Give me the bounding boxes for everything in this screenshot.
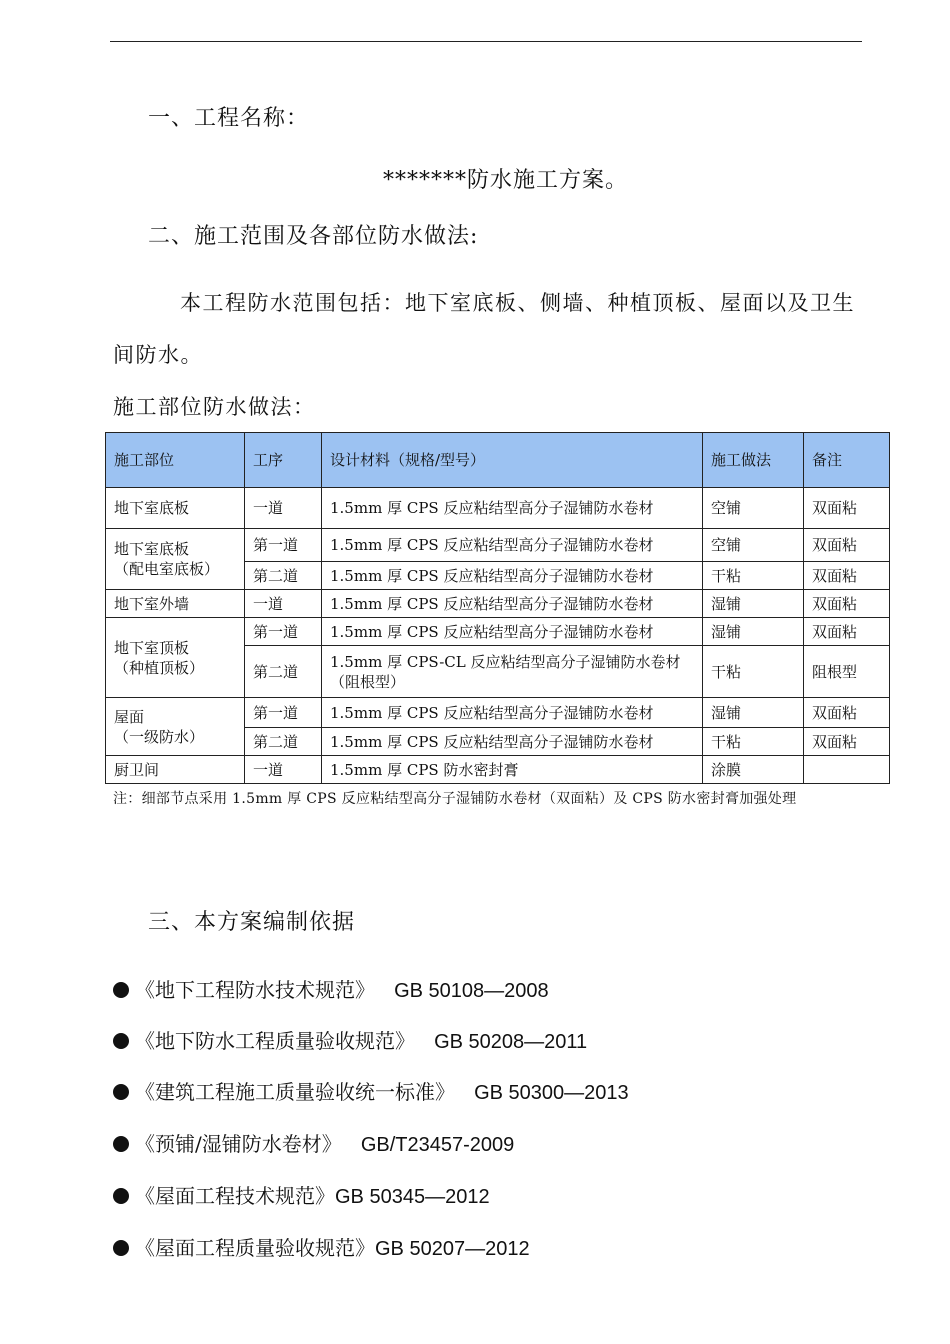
cell-part-line1: 屋面 — [114, 707, 145, 726]
cell-material: 1.5mm 厚 CPS 反应粘结型高分子湿铺防水卷材 — [322, 728, 703, 756]
col-header-part: 施工部位 — [106, 433, 245, 488]
cell-material: 1.5mm 厚 CPS 反应粘结型高分子湿铺防水卷材 — [322, 488, 703, 529]
col-header-remark: 备注 — [804, 433, 890, 488]
list-item — [113, 1180, 490, 1209]
standard-code: GB 50108—2008 — [394, 980, 549, 1002]
standard-title: 《建筑工程施工质量验收统一标准》 — [135, 1080, 455, 1104]
cell-part-line2: （配电室底板） — [114, 560, 220, 578]
cell-step: 第二道 — [245, 562, 322, 590]
list-item — [113, 1232, 530, 1261]
project-name: *******防水施工方案。 — [383, 168, 629, 193]
cell-material: 1.5mm 厚 CPS 反应粘结型高分子湿铺防水卷材 — [322, 529, 703, 562]
cell-material: 1.5mm 厚 CPS 反应粘结型高分子湿铺防水卷材 — [322, 618, 703, 646]
cell-part — [106, 618, 245, 698]
cell-step: 第一道 — [245, 698, 322, 728]
standard-code: GB 50345—2012 — [335, 1186, 490, 1208]
standard-code: GB 50207—2012 — [375, 1238, 530, 1260]
section1-heading: 一、工程名称： — [148, 106, 310, 131]
cell-part — [106, 529, 245, 590]
cell-remark: 双面粘 — [804, 562, 890, 590]
cell-part-line2: （种植顶板） — [114, 658, 205, 677]
cell-method: 干粘 — [703, 562, 804, 590]
standard-title: 《地下防水工程质量验收规范》 — [135, 1029, 415, 1053]
table-row — [106, 590, 890, 618]
cell-remark: 双面粘 — [804, 488, 890, 529]
standard-title: 《屋面工程质量验收规范》 — [135, 1236, 375, 1260]
header-rule — [110, 41, 862, 42]
cell-step: 第二道 — [245, 646, 322, 698]
cell-remark: 双面粘 — [804, 590, 890, 618]
section2-heading: 二、施工范围及各部位防水做法: — [148, 224, 479, 249]
standard-title: 《地下工程防水技术规范》 — [135, 978, 375, 1002]
table-row — [106, 488, 890, 529]
cell-material: 1.5mm 厚 CPS 反应粘结型高分子湿铺防水卷材 — [322, 698, 703, 728]
cell-part-line1: 地下室顶板 — [114, 638, 190, 657]
cell-method: 干粘 — [703, 728, 804, 756]
cell-remark: 双面粘 — [804, 728, 890, 756]
cell-method: 湿铺 — [703, 618, 804, 646]
cell-remark — [804, 756, 890, 784]
list-item — [113, 974, 549, 1003]
bullet-icon — [113, 982, 129, 998]
bullet-icon — [113, 1136, 129, 1152]
cell-material-line1: 1.5mm 厚 CPS-CL 反应粘结型高分子湿铺防水卷材 — [330, 652, 681, 671]
cell-material: 1.5mm 厚 CPS 反应粘结型高分子湿铺防水卷材 — [322, 562, 703, 590]
table-caption: 施工部位防水做法： — [113, 395, 316, 419]
bullet-icon — [113, 1240, 129, 1256]
section3-heading: 三、本方案编制依据 — [148, 910, 356, 935]
cell-material: 1.5mm 厚 CPS 防水密封膏 — [322, 756, 703, 784]
table-note: 注：细部节点采用 1.5mm 厚 CPS 反应粘结型高分子湿铺防水卷材（双面粘）及 CPS 防水密封膏加强处理 — [113, 791, 797, 807]
col-header-step: 工序 — [245, 433, 322, 488]
cell-material: 1.5mm 厚 CPS 反应粘结型高分子湿铺防水卷材 — [322, 590, 703, 618]
scope-paragraph-line2: 间防水。 — [113, 343, 203, 367]
cell-step: 第一道 — [245, 618, 322, 646]
bullet-icon — [113, 1033, 129, 1049]
cell-remark: 双面粘 — [804, 529, 890, 562]
cell-method: 空铺 — [703, 488, 804, 529]
cell-part-line2: （一级防水） — [114, 727, 205, 746]
standard-code: GB 50300—2013 — [474, 1082, 629, 1104]
cell-part: 地下室底板 — [106, 488, 245, 529]
cell-step: 一道 — [245, 590, 322, 618]
cell-method: 空铺 — [703, 529, 804, 562]
cell-step: 第一道 — [245, 529, 322, 562]
cell-material — [322, 646, 703, 698]
cell-method: 湿铺 — [703, 698, 804, 728]
table-row — [106, 756, 890, 784]
standard-title: 《屋面工程技术规范》 — [135, 1184, 335, 1208]
cell-remark: 双面粘 — [804, 618, 890, 646]
scope-paragraph-line1: 本工程防水范围包括：地下室底板、侧墙、种植顶板、屋面以及卫生 — [180, 291, 855, 315]
cell-method: 湿铺 — [703, 590, 804, 618]
bullet-icon — [113, 1188, 129, 1204]
col-header-method: 施工做法 — [703, 433, 804, 488]
cell-method: 涂膜 — [703, 756, 804, 784]
col-header-material: 设计材料（规格/型号） — [322, 433, 703, 488]
list-item — [113, 1076, 629, 1105]
list-item — [113, 1025, 587, 1054]
cell-part: 地下室外墙 — [106, 590, 245, 618]
cell-step: 第二道 — [245, 728, 322, 756]
cell-method: 干粘 — [703, 646, 804, 698]
table-row — [106, 698, 890, 728]
table-row — [106, 618, 890, 646]
table-header-row — [106, 433, 890, 488]
standard-code: GB 50208—2011 — [434, 1031, 588, 1053]
waterproofing-table — [105, 432, 890, 784]
list-item — [113, 1128, 514, 1157]
table-row — [106, 529, 890, 562]
cell-remark: 阻根型 — [804, 646, 890, 698]
standard-code: GB/T23457-2009 — [360, 1134, 515, 1156]
cell-part-line1: 地下室底板 — [114, 540, 190, 558]
standard-title: 《预铺/湿铺防水卷材》 — [135, 1132, 342, 1156]
bullet-icon — [113, 1084, 129, 1100]
cell-part: 厨卫间 — [106, 756, 245, 784]
cell-step: 一道 — [245, 756, 322, 784]
cell-part — [106, 698, 245, 756]
cell-remark: 双面粘 — [804, 698, 890, 728]
cell-material-line2: （阻根型） — [330, 672, 406, 691]
cell-step: 一道 — [245, 488, 322, 529]
